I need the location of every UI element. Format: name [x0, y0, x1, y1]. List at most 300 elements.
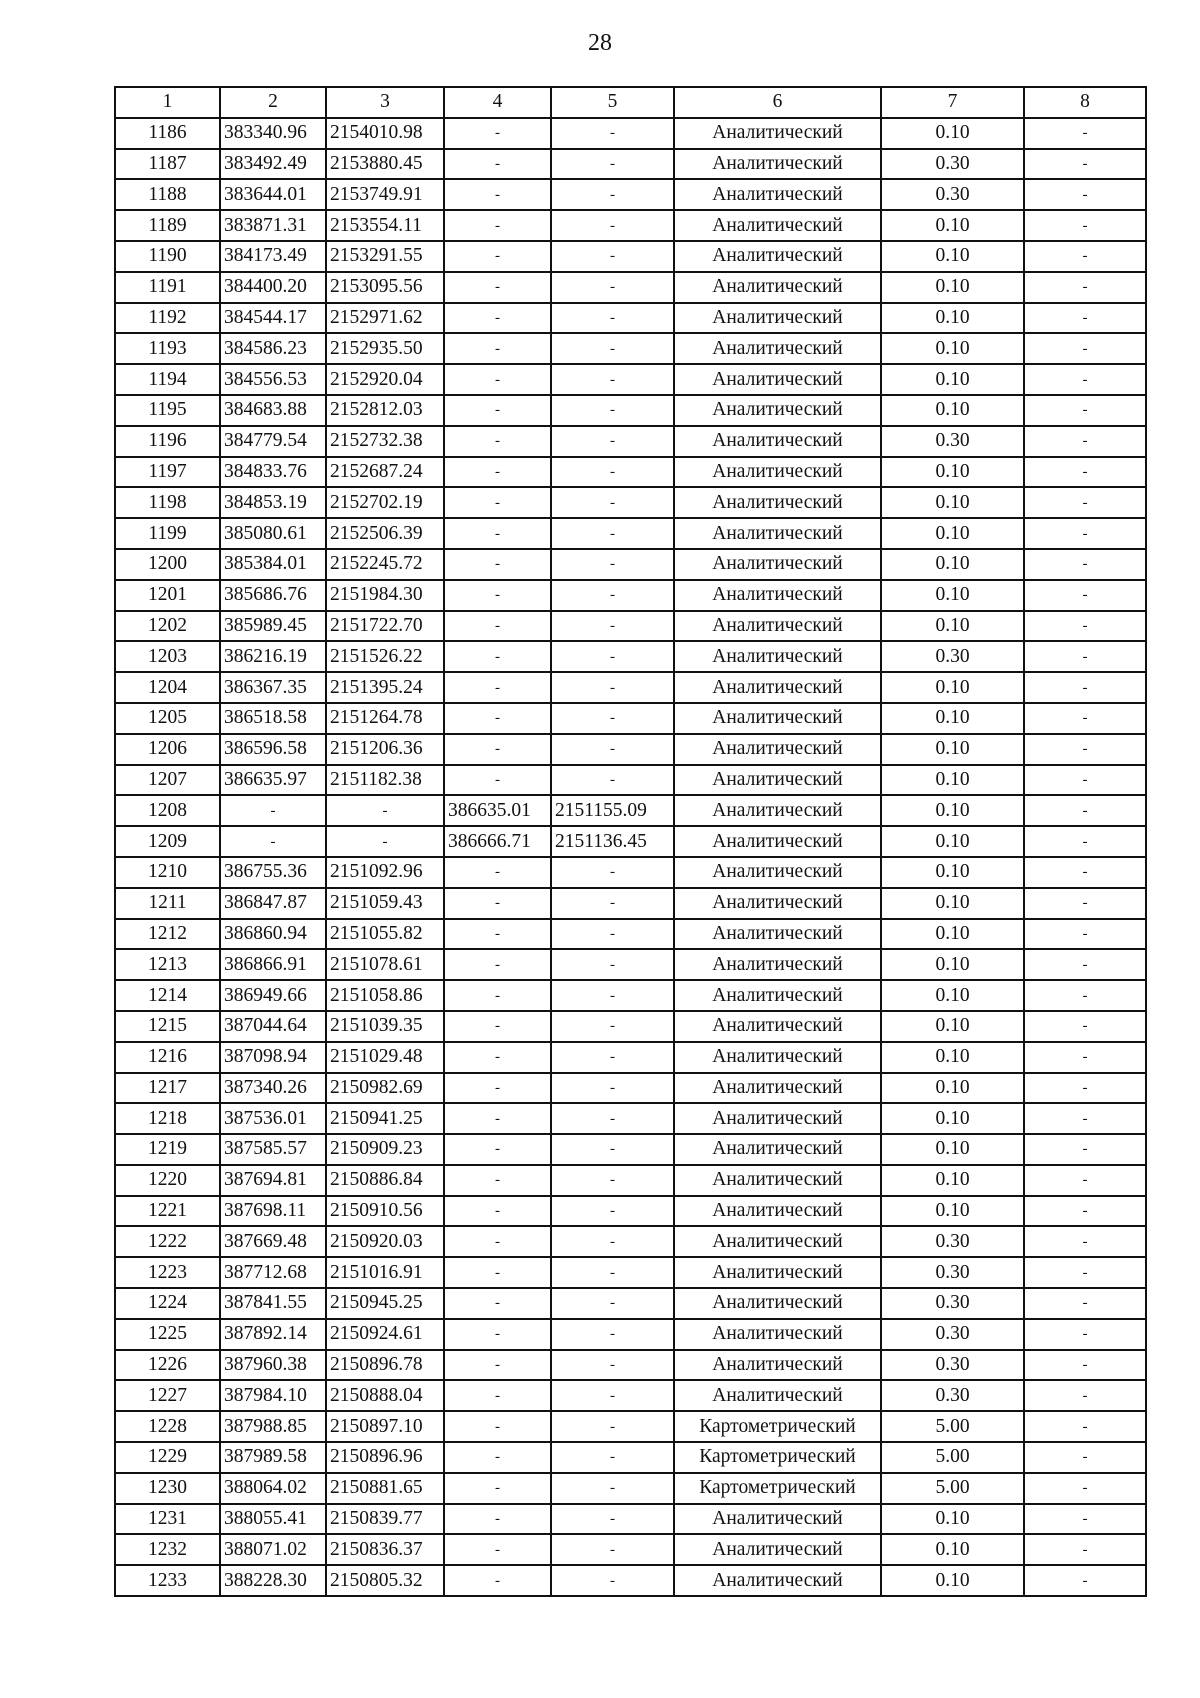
table-cell: 2151016.91 [326, 1257, 444, 1288]
table-cell: 0.10 [881, 1534, 1024, 1565]
table-cell: - [1024, 1565, 1146, 1596]
page-number: 28 [588, 30, 612, 56]
table-cell: 385686.76 [220, 580, 326, 611]
table-cell: 5.00 [881, 1411, 1024, 1442]
table-cell: - [444, 1534, 551, 1565]
table-cell: 2152812.03 [326, 395, 444, 426]
table-cell: Аналитический [674, 1534, 881, 1565]
table-cell: - [444, 1504, 551, 1535]
table-cell: - [1024, 949, 1146, 980]
table-cell: - [444, 457, 551, 488]
table-cell: 1186 [115, 118, 220, 149]
table-cell: 2152935.50 [326, 333, 444, 364]
table-cell: - [1024, 1165, 1146, 1196]
table-cell: 0.10 [881, 333, 1024, 364]
table-cell: Аналитический [674, 1165, 881, 1196]
table-cell: 1216 [115, 1042, 220, 1073]
table-cell: 1221 [115, 1196, 220, 1227]
table-cell: 385989.45 [220, 611, 326, 642]
table-cell: 386216.19 [220, 641, 326, 672]
table-cell: - [551, 457, 674, 488]
table-cell: 383492.49 [220, 149, 326, 180]
table-row [115, 333, 1146, 364]
table-cell: - [326, 795, 444, 826]
table-cell: 383644.01 [220, 179, 326, 210]
table-cell: - [551, 857, 674, 888]
table-cell: 386860.94 [220, 919, 326, 950]
table-cell: 384853.19 [220, 487, 326, 518]
table-cell: - [1024, 888, 1146, 919]
table-cell: 0.30 [881, 179, 1024, 210]
table-cell: Аналитический [674, 1380, 881, 1411]
table-row [115, 1350, 1146, 1381]
table-cell: - [551, 241, 674, 272]
table-row [115, 210, 1146, 241]
table-cell: 1228 [115, 1411, 220, 1442]
table-cell: - [444, 1350, 551, 1381]
table-cell: - [551, 980, 674, 1011]
table-cell: 386635.01 [444, 795, 551, 826]
table-cell: - [444, 1042, 551, 1073]
table-row [115, 611, 1146, 642]
table-cell: Аналитический [674, 395, 881, 426]
table-cell: - [444, 179, 551, 210]
table-cell: 0.10 [881, 826, 1024, 857]
table-cell: 1190 [115, 241, 220, 272]
table-cell: 386847.87 [220, 888, 326, 919]
table-cell: 2151039.35 [326, 1011, 444, 1042]
table-cell: 1199 [115, 518, 220, 549]
table-row [115, 426, 1146, 457]
table-cell: 2150924.61 [326, 1319, 444, 1350]
table-cell: 1233 [115, 1565, 220, 1596]
table-cell: 387698.11 [220, 1196, 326, 1227]
table-cell: Аналитический [674, 1196, 881, 1227]
table-row [115, 1226, 1146, 1257]
table-cell: - [444, 888, 551, 919]
table-cell: - [551, 580, 674, 611]
table-cell: - [551, 395, 674, 426]
table-cell: - [551, 1257, 674, 1288]
table-row [115, 857, 1146, 888]
table-cell: 0.10 [881, 919, 1024, 950]
table-cell: - [1024, 1319, 1146, 1350]
table-cell: 1203 [115, 641, 220, 672]
table-cell: 1211 [115, 888, 220, 919]
table-cell: 2152971.62 [326, 303, 444, 334]
table-cell: 1208 [115, 795, 220, 826]
table-cell: 1213 [115, 949, 220, 980]
table-cell: - [220, 795, 326, 826]
table-cell: - [444, 949, 551, 980]
table-cell: 0.10 [881, 364, 1024, 395]
table-cell: 386866.91 [220, 949, 326, 980]
table-cell: 0.10 [881, 549, 1024, 580]
table-cell: 1215 [115, 1011, 220, 1042]
table-cell: - [444, 765, 551, 796]
table-cell: - [1024, 518, 1146, 549]
table-cell: - [444, 1411, 551, 1442]
table-cell: 2151092.96 [326, 857, 444, 888]
table-cell: - [1024, 118, 1146, 149]
table-cell: 2150896.96 [326, 1442, 444, 1473]
table-cell: Аналитический [674, 672, 881, 703]
table-cell: 1206 [115, 734, 220, 765]
table-row [115, 1134, 1146, 1165]
table-cell: 383871.31 [220, 210, 326, 241]
table-cell: - [551, 1165, 674, 1196]
table-cell: - [1024, 857, 1146, 888]
table-cell: 2151055.82 [326, 919, 444, 950]
table-cell: 0.10 [881, 672, 1024, 703]
table-cell: Аналитический [674, 303, 881, 334]
table-cell: 0.10 [881, 272, 1024, 303]
table-row [115, 1442, 1146, 1473]
table-row [115, 919, 1146, 950]
table-cell: - [444, 333, 551, 364]
table-cell: 2151058.86 [326, 980, 444, 1011]
table-cell: 0.10 [881, 795, 1024, 826]
table-cell: 0.10 [881, 765, 1024, 796]
table-cell: - [444, 1196, 551, 1227]
table-cell: - [444, 395, 551, 426]
table-row [115, 1011, 1146, 1042]
table-cell: - [1024, 1288, 1146, 1319]
table-row [115, 888, 1146, 919]
table-cell: 1232 [115, 1534, 220, 1565]
table-row [115, 1042, 1146, 1073]
table-cell: - [1024, 1134, 1146, 1165]
table-row [115, 118, 1146, 149]
table-cell: - [444, 487, 551, 518]
table-cell: 2151526.22 [326, 641, 444, 672]
table-cell: Аналитический [674, 611, 881, 642]
table-cell: - [1024, 641, 1146, 672]
table-cell: - [1024, 333, 1146, 364]
table-cell: Аналитический [674, 1565, 881, 1596]
table-cell: Аналитический [674, 1226, 881, 1257]
table-row [115, 549, 1146, 580]
table-cell: Аналитический [674, 857, 881, 888]
table-row [115, 1534, 1146, 1565]
header-row [115, 87, 1146, 118]
table-cell: 0.10 [881, 1011, 1024, 1042]
header-cell: 2 [220, 87, 326, 118]
table-cell: 0.10 [881, 1103, 1024, 1134]
table-cell: - [551, 611, 674, 642]
table-cell: 387988.85 [220, 1411, 326, 1442]
table-cell: Аналитический [674, 272, 881, 303]
table-cell: - [444, 549, 551, 580]
table-cell: 384400.20 [220, 272, 326, 303]
table-cell: 0.10 [881, 980, 1024, 1011]
table-cell: 2152920.04 [326, 364, 444, 395]
table-cell: 0.10 [881, 949, 1024, 980]
table-cell: - [551, 1411, 674, 1442]
table-cell: 387694.81 [220, 1165, 326, 1196]
table-cell: Аналитический [674, 1350, 881, 1381]
table-cell: - [551, 272, 674, 303]
table-row [115, 518, 1146, 549]
table-cell: - [551, 518, 674, 549]
table-cell: - [444, 1380, 551, 1411]
table-cell: 2153880.45 [326, 149, 444, 180]
table-cell: 5.00 [881, 1442, 1024, 1473]
table-cell: - [551, 1565, 674, 1596]
table-cell: Аналитический [674, 703, 881, 734]
table-cell: 388071.02 [220, 1534, 326, 1565]
table-cell: 1192 [115, 303, 220, 334]
table-cell: 0.10 [881, 1165, 1024, 1196]
table-row [115, 1103, 1146, 1134]
table-cell: 0.10 [881, 395, 1024, 426]
table-cell: - [444, 980, 551, 1011]
table-row [115, 980, 1146, 1011]
header-cell: 6 [674, 87, 881, 118]
table-cell: - [551, 118, 674, 149]
table-row [115, 826, 1146, 857]
table-cell: - [1024, 1411, 1146, 1442]
table-cell: 0.10 [881, 1073, 1024, 1104]
table-cell: 1204 [115, 672, 220, 703]
table-cell: - [444, 641, 551, 672]
table-cell: 384779.54 [220, 426, 326, 457]
table-cell: Аналитический [674, 1257, 881, 1288]
table-cell: Картометрический [674, 1411, 881, 1442]
table-row [115, 272, 1146, 303]
table-cell: 1226 [115, 1350, 220, 1381]
table-row [115, 1473, 1146, 1504]
table-cell: 1219 [115, 1134, 220, 1165]
table-cell: Аналитический [674, 1504, 881, 1535]
table-cell: 386596.58 [220, 734, 326, 765]
table-cell: - [444, 1073, 551, 1104]
table-cell: 0.10 [881, 857, 1024, 888]
table-cell: - [444, 857, 551, 888]
table-cell: Аналитический [674, 518, 881, 549]
table-cell: 2154010.98 [326, 118, 444, 149]
table-cell: 2151395.24 [326, 672, 444, 703]
table-cell: - [1024, 580, 1146, 611]
table-cell: 0.10 [881, 1565, 1024, 1596]
table-cell: 2150945.25 [326, 1288, 444, 1319]
table-row [115, 672, 1146, 703]
table-cell: - [444, 734, 551, 765]
table-cell: 2150941.25 [326, 1103, 444, 1134]
table-cell: 386755.36 [220, 857, 326, 888]
table-cell: Аналитический [674, 487, 881, 518]
table-row [115, 1257, 1146, 1288]
table-cell: - [1024, 179, 1146, 210]
table-cell: 0.30 [881, 149, 1024, 180]
table-cell: - [551, 149, 674, 180]
table-cell: 1207 [115, 765, 220, 796]
table-cell: Аналитический [674, 734, 881, 765]
table-cell: 1212 [115, 919, 220, 950]
table-cell: 2150909.23 [326, 1134, 444, 1165]
table-cell: 0.30 [881, 1380, 1024, 1411]
table-cell: - [551, 641, 674, 672]
table-cell: 387712.68 [220, 1257, 326, 1288]
table-cell: 1196 [115, 426, 220, 457]
table-cell: 1225 [115, 1319, 220, 1350]
table-cell: 2152732.38 [326, 426, 444, 457]
table-cell: - [551, 888, 674, 919]
table-cell: Аналитический [674, 765, 881, 796]
table-cell: 1210 [115, 857, 220, 888]
table-cell: 2150836.37 [326, 1534, 444, 1565]
table-cell: 387841.55 [220, 1288, 326, 1319]
table-cell: 384586.23 [220, 333, 326, 364]
table-cell: - [551, 1196, 674, 1227]
table-cell: 1188 [115, 179, 220, 210]
table-cell: 387098.94 [220, 1042, 326, 1073]
table-cell: Картометрический [674, 1473, 881, 1504]
table-cell: 1205 [115, 703, 220, 734]
table-cell: 1198 [115, 487, 220, 518]
table-cell: 0.10 [881, 611, 1024, 642]
table-cell: 0.10 [881, 580, 1024, 611]
table-row [115, 457, 1146, 488]
table-cell: - [444, 1319, 551, 1350]
table-cell: 387044.64 [220, 1011, 326, 1042]
table-cell: 2151136.45 [551, 826, 674, 857]
table-cell: - [444, 1011, 551, 1042]
table-cell: Аналитический [674, 118, 881, 149]
table-cell: - [326, 826, 444, 857]
table-cell: Аналитический [674, 888, 881, 919]
table-cell: 386949.66 [220, 980, 326, 1011]
table-cell: 2150982.69 [326, 1073, 444, 1104]
table-cell: 2150910.56 [326, 1196, 444, 1227]
table-cell: 0.10 [881, 518, 1024, 549]
table-cell: 0.10 [881, 487, 1024, 518]
table-cell: Аналитический [674, 179, 881, 210]
table-row [115, 580, 1146, 611]
table-cell: Аналитический [674, 980, 881, 1011]
table-cell: - [551, 303, 674, 334]
table-cell: - [1024, 1103, 1146, 1134]
table-cell: - [551, 1042, 674, 1073]
table-cell: 2151059.43 [326, 888, 444, 919]
table-cell: Аналитический [674, 795, 881, 826]
table-cell: 1201 [115, 580, 220, 611]
table-cell: - [551, 487, 674, 518]
table-cell: - [551, 1134, 674, 1165]
table-cell: 388055.41 [220, 1504, 326, 1535]
table-row [115, 1380, 1146, 1411]
table-cell: Аналитический [674, 364, 881, 395]
table-cell: Аналитический [674, 1134, 881, 1165]
table-row [115, 241, 1146, 272]
table-cell: 2152687.24 [326, 457, 444, 488]
table-cell: - [1024, 457, 1146, 488]
table-cell: 2151029.48 [326, 1042, 444, 1073]
table-row [115, 703, 1146, 734]
table-cell: 2152506.39 [326, 518, 444, 549]
table-cell: 1223 [115, 1257, 220, 1288]
table-row [115, 734, 1146, 765]
table-cell: - [1024, 1042, 1146, 1073]
table-cell: - [444, 1288, 551, 1319]
table-cell: 0.10 [881, 210, 1024, 241]
table-cell: 388228.30 [220, 1565, 326, 1596]
table-cell: - [1024, 395, 1146, 426]
table-cell: - [551, 1319, 674, 1350]
table-cell: - [551, 734, 674, 765]
table-cell: - [444, 364, 551, 395]
table-row [115, 1565, 1146, 1596]
table-cell: 0.10 [881, 703, 1024, 734]
table-cell: 2150886.84 [326, 1165, 444, 1196]
table-cell: - [1024, 826, 1146, 857]
table-cell: 2153749.91 [326, 179, 444, 210]
table-cell: - [1024, 1196, 1146, 1227]
table-cell: - [444, 1257, 551, 1288]
table-cell: Аналитический [674, 1011, 881, 1042]
table-cell: 0.30 [881, 1257, 1024, 1288]
table-cell: 0.10 [881, 734, 1024, 765]
table-cell: 1229 [115, 1442, 220, 1473]
table-cell: Картометрический [674, 1442, 881, 1473]
table-cell: 2150805.32 [326, 1565, 444, 1596]
table-cell: 1191 [115, 272, 220, 303]
table-cell: 1230 [115, 1473, 220, 1504]
table-cell: 2150839.77 [326, 1504, 444, 1535]
table-cell: - [1024, 611, 1146, 642]
table-cell: 385384.01 [220, 549, 326, 580]
table-cell: 383340.96 [220, 118, 326, 149]
table-cell: Аналитический [674, 1042, 881, 1073]
table-cell: Аналитический [674, 457, 881, 488]
table-cell: - [444, 1134, 551, 1165]
table-cell: 387892.14 [220, 1319, 326, 1350]
table-cell: Аналитический [674, 641, 881, 672]
table-cell: 0.10 [881, 1504, 1024, 1535]
table-row [115, 487, 1146, 518]
table-cell: - [444, 611, 551, 642]
table-cell: - [444, 272, 551, 303]
table-cell: 1209 [115, 826, 220, 857]
table-cell: 387536.01 [220, 1103, 326, 1134]
table-cell: 1195 [115, 395, 220, 426]
table-cell: - [551, 1226, 674, 1257]
table-row [115, 149, 1146, 180]
table-cell: - [444, 580, 551, 611]
table-cell: - [551, 549, 674, 580]
table-cell: 387669.48 [220, 1226, 326, 1257]
table-cell: 0.30 [881, 1319, 1024, 1350]
table-cell: Аналитический [674, 333, 881, 364]
table-cell: - [551, 1534, 674, 1565]
table-cell: - [551, 426, 674, 457]
table-cell: 1202 [115, 611, 220, 642]
table-row [115, 1196, 1146, 1227]
table-cell: - [1024, 1257, 1146, 1288]
table-cell: - [551, 919, 674, 950]
table-cell: 2151155.09 [551, 795, 674, 826]
table-cell: Аналитический [674, 241, 881, 272]
table-cell: 2152245.72 [326, 549, 444, 580]
table-cell: - [1024, 303, 1146, 334]
table-cell: - [1024, 734, 1146, 765]
table-cell: - [444, 303, 551, 334]
header-cell: 4 [444, 87, 551, 118]
table-row [115, 1073, 1146, 1104]
table-cell: - [1024, 1226, 1146, 1257]
table-cell: Аналитический [674, 549, 881, 580]
table-cell: 386635.97 [220, 765, 326, 796]
